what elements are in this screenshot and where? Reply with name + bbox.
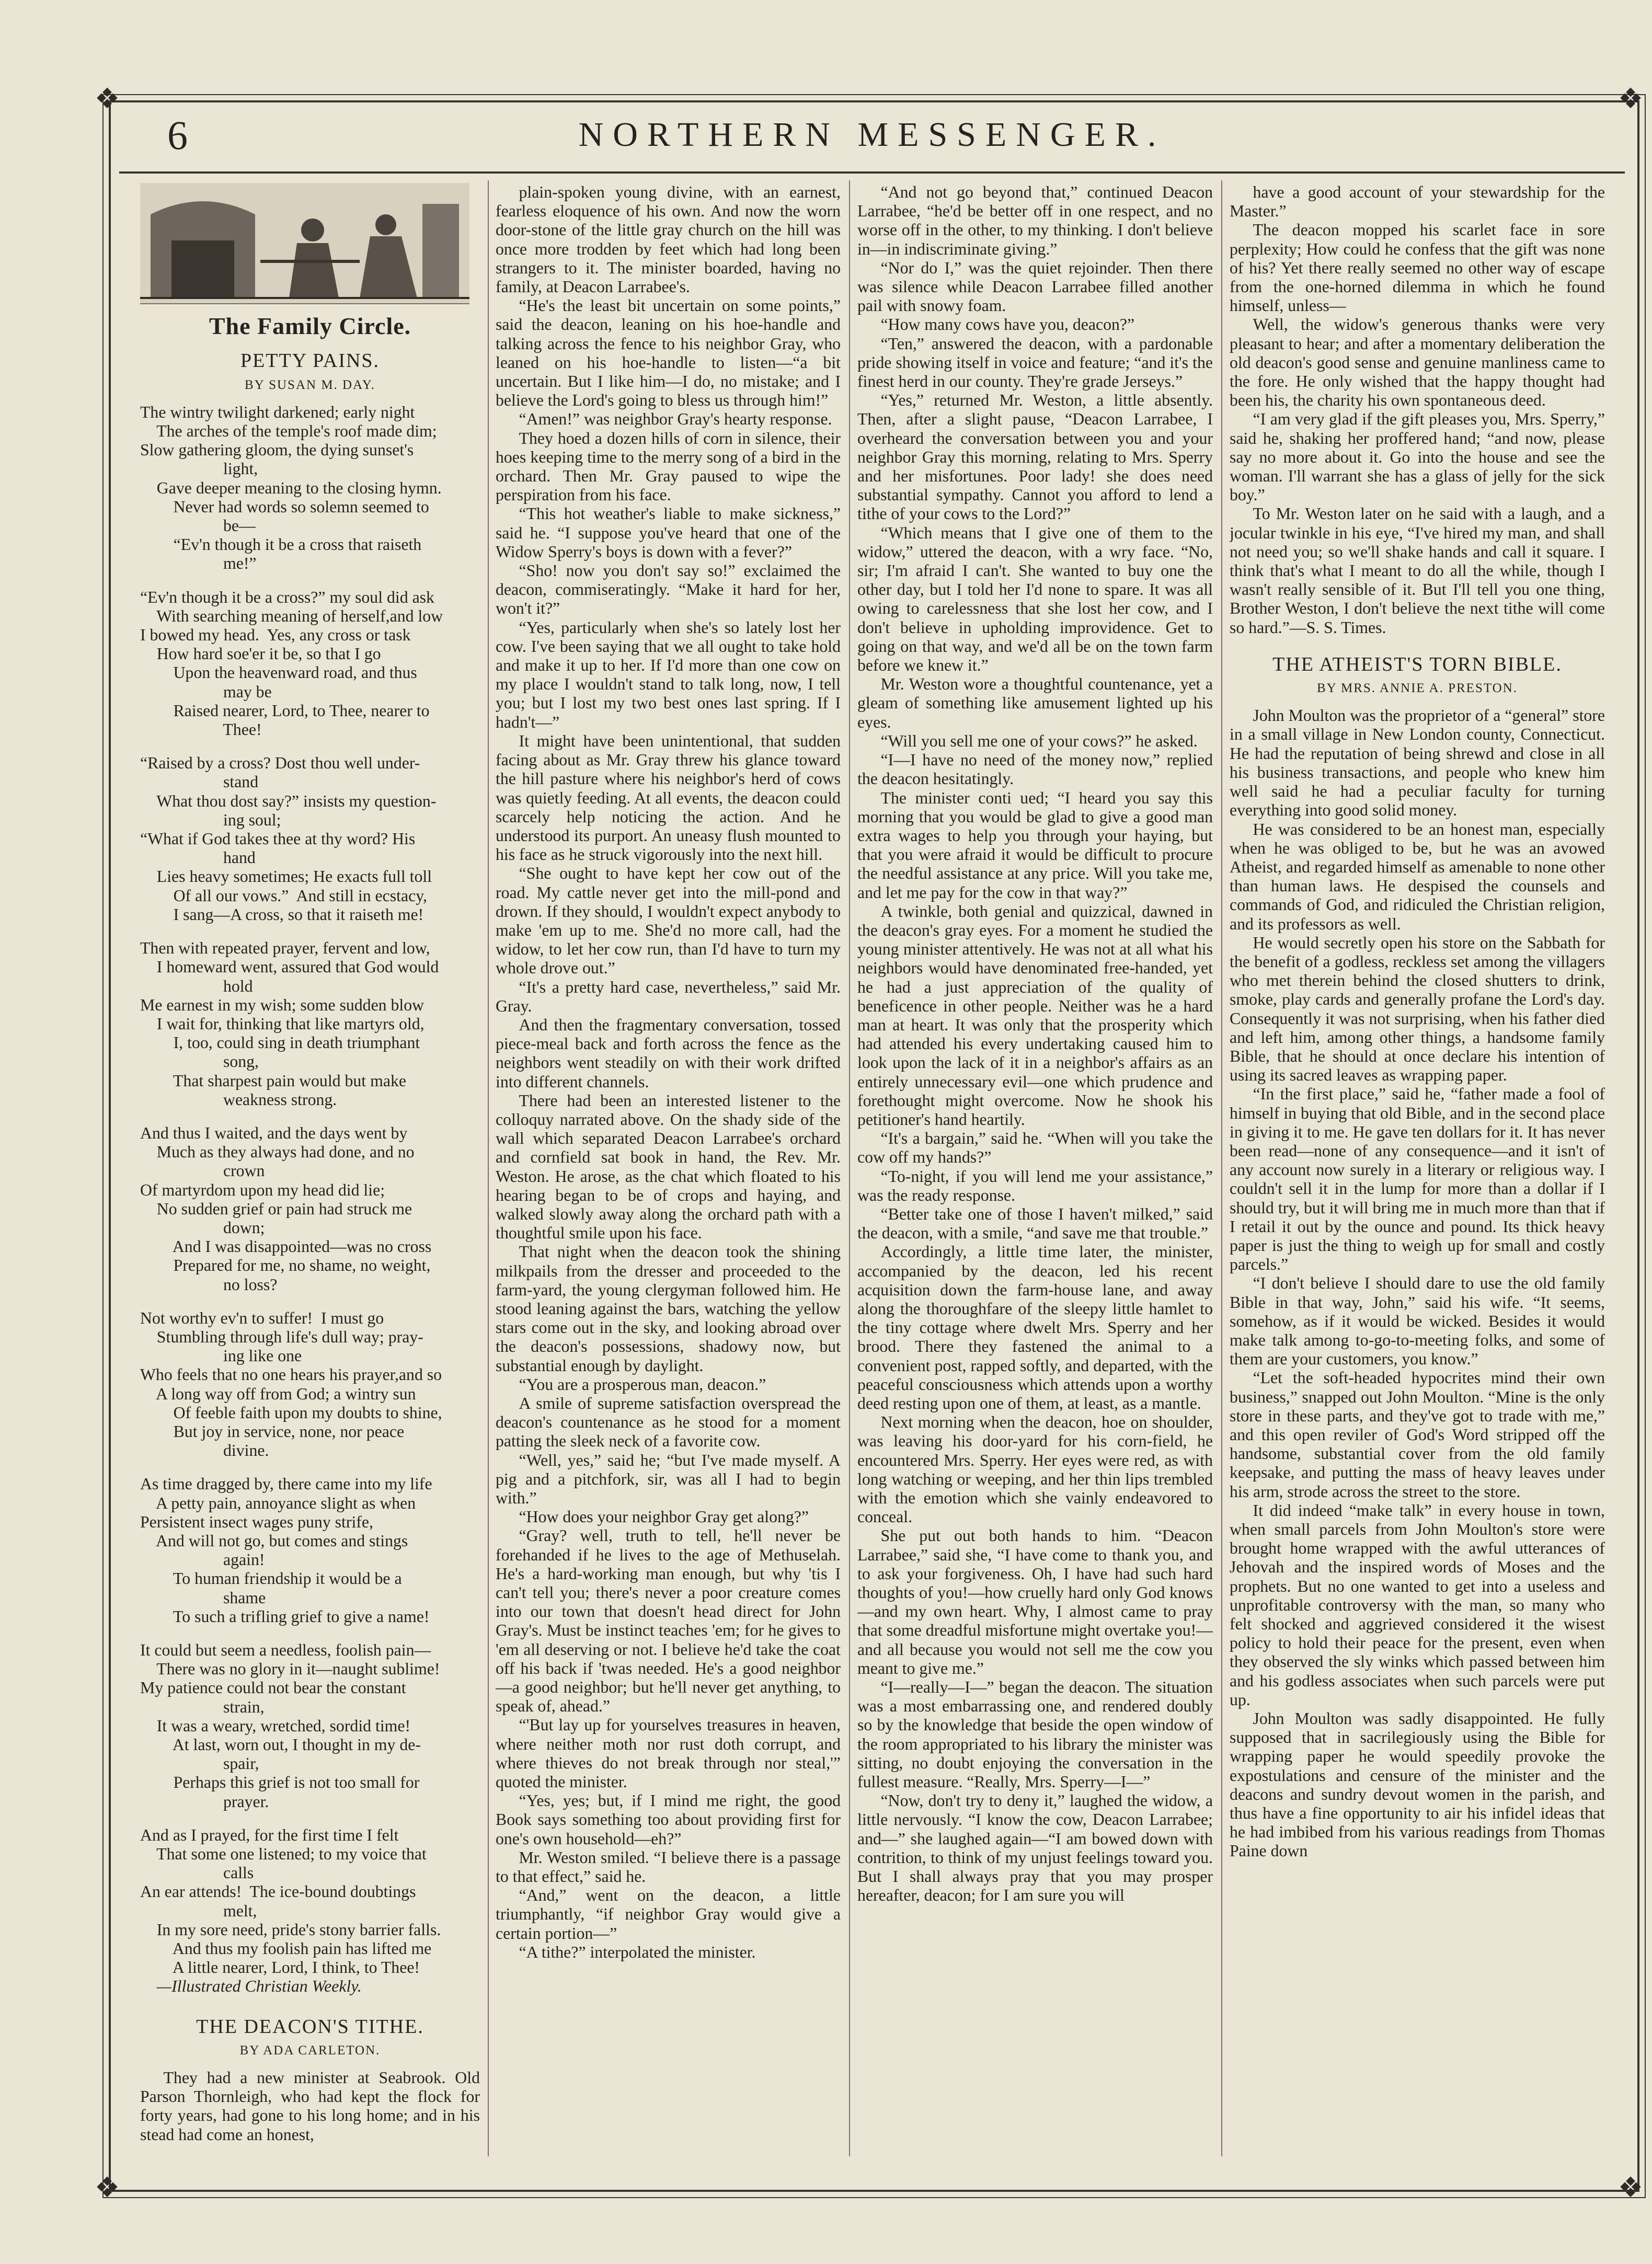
poem-line: I homeward went, assured that God would — [140, 958, 439, 976]
poem-line: “Raised by a cross? Dost thou well under- — [140, 754, 420, 773]
article-byline: BY MRS. ANNIE A. PRESTON. — [1316, 681, 1518, 696]
poem-line: Raised nearer, Lord, to Thee, nearer to — [140, 701, 430, 720]
paragraph: “It's a pretty hard case, nevertheless,” said Mr. Gray. — [496, 978, 841, 1015]
paragraph: John Moulton was sadly disappointed. He fully supposed that in sacrilegiously using the Bible for wrapping paper he would speedily provoke the expostulations and censure of the minister and the deacons and sundry devout women in the parish, and thus have a fine opportunity to air his infidel ideas that he had imbibed from his various readings from Thomas Paine down — [1230, 1709, 1605, 1860]
poem-line: song, — [140, 1052, 259, 1071]
column-rule — [1221, 180, 1222, 2156]
paragraph: “Which means that I give one of them to the widow,” uttered the deacon, with a wry face. “No, sir; I'm afraid I can't. She wanted to buy one the other day, but I told her I'd none to spare. It was all owing to carelessness that she lost her cow, and I don't believe in upholding improvidence. Get to going on that way, and we'd all be on the town farm before we knew it.” — [857, 523, 1213, 675]
poem-line: Prepared for me, no shame, no weight, — [140, 1256, 431, 1275]
paragraph: “I—I have no need of the money now,” replied the deacon hesitatingly. — [857, 751, 1213, 788]
stanza-break — [140, 1109, 480, 1124]
column-rule — [488, 180, 489, 2156]
poem-line: calls — [140, 1864, 254, 1882]
poem-line: Of all our vows.” And still in ecstacy, — [140, 886, 427, 905]
stanza-break — [140, 739, 480, 754]
story-byline: BY ADA CARLETON. — [239, 2043, 381, 2058]
paragraph: “In the first place,” said he, “father made a fool of himself in buying that old Bible, and in the second place in giving it to me. He gave ten dollars for it. It has never been read—none of any consequence—and it isn't of any account now surely in a literary or religious way. I couldn't sell it in the lump for more than a dollar if I should try, but it will bring me in much more than that if I retail it out by the ounce and pound. Its thick heavy paper is just the thing to weigh up for small and costly parcels.” — [1230, 1085, 1605, 1274]
paragraph: “Yes, particularly when she's so lately lost her cow. I've been saying that we all ought to take hold and make it up to her. If I'd more than one cow on my place I wouldn't stand to talk long, now, I tell you; but I lost my two best ones last spring. If I hadn't—” — [496, 618, 841, 731]
poem-line: be— — [140, 516, 256, 535]
column-rule — [849, 180, 850, 2156]
poem-line: That sharpest pain would but make — [140, 1071, 406, 1090]
paragraph: “I—really—I—” began the deacon. The situation was a most embarrassing one, and rendered doubly so by the knowledge that beside the open window of the room appropriated to his library the minister was sitting, no doubt enjoying the conversation in the fullest measure. “Really, Mrs. Sperry—I—” — [857, 1678, 1213, 1791]
paragraph: That night when the deacon took the shining milkpails from the dresser and proceeded to the farm-yard, the young clergyman followed him. He stood leaning against the bars, watching the yellow stars come out in the sky, and looking abroad over the deacon's possessions, shadowy now, but substantial enough by daylight. — [496, 1243, 841, 1375]
paragraph: The minister conti ued; “I heard you say this morning that you would be glad to give a good man extra wages to help you through your haying, but that you were afraid it would be difficult to procure the needful assistance at any price. Will you take me, and let me pay for the cow in that way?” — [857, 788, 1213, 902]
poem-line: Of feeble faith upon my doubts to shine, — [140, 1403, 442, 1422]
poem-line: Of martyrdom upon my head did lie; — [140, 1180, 385, 1199]
paragraph: “Will you sell me one of your cows?” he asked. — [880, 731, 1198, 750]
stanza-break — [140, 573, 480, 588]
column-3 — [857, 183, 1213, 2154]
column-1 — [140, 183, 480, 2154]
paragraph: “I am very glad if the gift pleases you, Mrs. Sperry,” said he, shaking her proffered hand; “and now, please say no more about it. Go into the house and see the woman. I'll warrant she has a glass of jelly for the sick boy.” — [1230, 410, 1605, 504]
article-title: THE ATHEIST'S TORN BIBLE. — [1272, 653, 1562, 675]
poem-line: Much as they always had done, and no — [140, 1143, 415, 1162]
poem-line: To such a trifling grief to give a name! — [140, 1607, 430, 1626]
story-text — [1230, 183, 1605, 637]
poem-line: Not worthy ev'n to suffer! I must go — [140, 1308, 384, 1327]
paragraph: “Let the soft-headed hypocrites mind their own business,” snapped out John Moulton. “Mine is the only store in these parts, and they've got to trade with me,” and this open reviler of God's Word stripped off the handsome, substantial cover from the old family keepsake, and putting the mass of heavy leaves under his arm, strode across the street to the store. — [1230, 1369, 1605, 1501]
poem-line: It could but seem a needless, foolish pain— — [140, 1641, 431, 1659]
poem-line: Thee! — [140, 720, 262, 739]
poem-line: prayer. — [140, 1792, 269, 1811]
poem-line: light, — [140, 459, 258, 478]
paragraph: “Ten,” answered the deacon, with a pardonable pride showing itself in voice and feature; “and it's the finest herd in our county. They're grade Jerseys.” — [857, 334, 1213, 391]
poem-line: I, too, could sing in death triumphant — [140, 1033, 420, 1052]
poem-line: A petty pain, annoyance slight as when — [140, 1493, 416, 1512]
poem-line: I bowed my head. Yes, any cross or task — [140, 626, 411, 645]
poem-line: And I was disappointed—was no cross — [140, 1237, 432, 1256]
paragraph: “He's the least bit uncertain on some points,” said the deacon, leaning on his hoe-handle and talking across the fence to his neighbor Gray, who leaned on his hoe-handle to listen—“a bit uncertain. But I like him—I do, no mistake; and I believe the Lord's going to bless us through him!” — [496, 296, 841, 410]
paragraph: “And,” went on the deacon, a little triumphantly, “if neighbor Gray would give a certain portion—” — [496, 1886, 841, 1943]
stanza-break — [140, 1811, 480, 1826]
paragraph: plain-spoken young divine, with an earnest, fearless eloquence of his own. And now the worn door-stone of the little gray church on the hill was once more trodden by feet which had long been strangers to it. The minister boarded, having no family, at Deacon Larrabee's. — [496, 183, 841, 296]
poem-line: My patience could not bear the constant — [140, 1679, 406, 1697]
poem-line: down; — [140, 1218, 265, 1237]
paragraph: It might have been unintentional, that sudden facing about as Mr. Gray threw his glance toward the hill pasture where his neighbor's herd of cows was quietly feeding. At all events, the deacon could scarcely help noticing the action. And he understood its purport. An uneasy flush mounted to his face as he struck vigorously into the next hill. — [496, 731, 841, 864]
poem-credit: —Illustrated Christian Weekly. — [156, 1977, 362, 1996]
paragraph: “A tithe?” interpolated the minister. — [519, 1943, 756, 1961]
poem-line: And thus I waited, and the days went by — [140, 1123, 408, 1142]
poem-line: ing like one — [140, 1347, 302, 1365]
paragraph: “She ought to have kept her cow out of the road. My cattle never get into the mill-pond and drown. If they should, I wouldn't expect anybody to make 'em up to me. She'd no more call, had the widow, to let her cow run, than I'd have to turn my whole drove out.” — [496, 864, 841, 978]
poem-line: At last, worn out, I thought in my de- — [140, 1736, 421, 1754]
paragraph: Mr. Weston smiled. “I believe there is a passage to that effect,” said he. — [496, 1848, 841, 1886]
paragraph: She put out both hands to him. “Deacon Larrabee,” said she, “I have come to thank you, and to ask your forgiveness. Oh, I have had such hard thoughts of you!—how cruelly hard only God knows—and my own heart. Why, I almost came to pray that some dreadful misfortune might overtake you!—and all because you would not sell me the cow you meant to give me.” — [857, 1526, 1213, 1677]
poem-line: melt, — [140, 1901, 257, 1920]
paragraph: have a good account of your stewardship for the Master.” — [1230, 183, 1605, 221]
story-title: THE DEACON'S TITHE. — [196, 2015, 424, 2038]
poem-line: There was no glory in it—naught sublime! — [140, 1660, 440, 1679]
poem-line: stand — [140, 773, 259, 791]
poem-line: The wintry twilight darkened; early night — [140, 403, 415, 421]
poem-line: Persistent insect wages puny strife, — [140, 1512, 373, 1531]
stanza-break — [140, 1460, 480, 1475]
paragraph: A twinkle, both genial and quizzical, dawned in the deacon's gray eyes. For a moment he studied the young minister attentively. He was not at all what his neighbors would have denominated free-handed, yet he had a just appreciation of the quality of beneficence in other people. Neither was he a hard man at heart. It was only that the prosperity which had attended his every undertaking caused him to look upon the lack of it in a neighbor's affairs as an entirely unnecessary evil—one which prudence and forethought might overcome. Now he shook his petitioner's hand heartily. — [857, 902, 1213, 1129]
paragraph: The deacon mopped his scarlet face in sore perplexity; How could he confess that the gift was none of his? Yet there really seemed no other way of escape from the one-horned dilemma in which he found himself, unless— — [1230, 221, 1605, 315]
poem-line: No sudden grief or pain had struck me — [140, 1199, 412, 1218]
poem-line: Upon the heavenward road, and thus — [140, 663, 417, 682]
paragraph: A smile of supreme satisfaction overspread the deacon's countenance as he stood for a moment patting the sleek neck of a favorite cow. — [496, 1394, 841, 1451]
section-title: The Family Circle. — [209, 313, 411, 340]
paragraph: “Sho! now you don't say so!” exclaimed the deacon, commiseratingly. “Make it hard for her, won't it?” — [496, 561, 841, 618]
poem-line: may be — [140, 682, 272, 701]
paragraph: “Yes, yes; but, if I mind me right, the good Book says something too about providing first for one's own household—eh?” — [496, 1791, 841, 1848]
corner-ornament-icon: ❖ — [94, 83, 120, 114]
paragraph: There had been an interested listener to the colloquy narrated above. On the shady side of the wall which separated Deacon Larrabee's orchard and cornfield sat book in hand, the Rev. Mr. Weston. He arose, as the chat which floated to his hearing began to be of crops and haying, and walked slowly away along the orchard path with a thoughtful smile upon his face. — [496, 1091, 841, 1243]
stanza-break — [140, 1626, 480, 1641]
paragraph: Well, the widow's generous thanks were very pleasant to hear; and after a momentary deliberation the old deacon's good sense and genuine manliness came to the fore. He only wished that the happy thought had been his, the charity his own spontaneous deed. — [1230, 315, 1605, 410]
paragraph: “You are a prosperous man, deacon.” — [519, 1375, 766, 1394]
poem-line: hold — [140, 976, 253, 995]
poem-line: A little nearer, Lord, I think, to Thee! — [140, 1958, 420, 1977]
paragraph: “This hot weather's liable to make sickness,” said he. “I suppose you've heard that one of the Widow Sperry's boys is down with a fever?” — [496, 504, 841, 561]
poem-line: With searching meaning of herself,and low — [140, 606, 443, 625]
poem-line: hand — [140, 848, 256, 867]
poem-line: In my sore need, pride's stony barrier falls. — [140, 1920, 441, 1939]
poem-line: “Ev'n though it be a cross?” my soul did ask — [140, 588, 434, 606]
poem-line: How hard soe'er it be, so that I go — [140, 645, 381, 663]
stanza-break — [140, 924, 480, 939]
poem-line: Gave deeper meaning to the closing hymn. — [140, 478, 442, 497]
paragraph: “How does your neighbor Gray get along?” — [519, 1508, 809, 1526]
poem-line: Perhaps this grief is not too small for — [140, 1773, 420, 1792]
poem-line: Lies heavy sometimes; He exacts full toll — [140, 867, 432, 886]
paragraph: “How many cows have you, deacon?” — [880, 315, 1135, 334]
poem-line: “What if God takes thee at thy word? His — [140, 830, 416, 848]
paragraph: “It's a bargain,” said he. “When will you take the cow off my hands?” — [857, 1129, 1213, 1167]
paragraph: To Mr. Weston later on he said with a laugh, and a jocular twinkle in his eye, “I've hired my man, and shall not need you; so we'll shake hands and call it square. I think that's what I meant to do all the while, though I wasn't really sensible of it. But I'll tell you one thing, Brother Weston, I don't believe the next tithe will come so hard.”—S. S. Times. — [1230, 504, 1605, 637]
stanza-break — [140, 1294, 480, 1309]
paragraph: John Moulton was the proprietor of a “general” store in a small village in New London county, Connecticut. He had the reputation of being shrewd and close in all his business transactions, and people who knew him well said he had a peculiar faculty for turning everything into good solid money. — [1230, 706, 1605, 820]
poem-line: And as I prayed, for the first time I felt — [140, 1825, 399, 1844]
poem-line: An ear attends! The ice-bound doubtings — [140, 1882, 416, 1901]
poem-line: As time dragged by, there came into my life — [140, 1475, 432, 1493]
poem-line: shame — [140, 1588, 266, 1607]
poem-body — [140, 403, 480, 1978]
paragraph: It did indeed “make talk” in every house in town, when small parcels from John Moulton's store were brought home wrapped with the awful utterances of Jehovah and the inspired words of Moses and the prophets. But no one wanted to get into a useless and unprofitable controversy with the man, so many who felt shocked and aggrieved considered it the wisest policy to hold their peace for the present, even when they observed the sly winks which passed between him and his godless associates when such parcels were put up. — [1230, 1501, 1605, 1709]
poem-line: “Ev'n though it be a cross that raiseth — [140, 535, 422, 554]
poem-line: And will not go, but comes and stings — [140, 1531, 408, 1550]
paragraph: They had a new minister at Seabrook. Old Parson Thornleigh, who had kept the flock for forty years, had gone to his long home; and in his stead had come an honest, — [140, 2068, 480, 2144]
corner-ornament-icon: ❖ — [1617, 2172, 1644, 2203]
paragraph: “And not go beyond that,” continued Deacon Larrabee, “he'd be better off in one respect, and no worse off in the other, to my thinking. I don't believe in—in indiscriminate giving.” — [857, 183, 1213, 258]
poem-line: Never had words so solemn seemed to — [140, 497, 429, 516]
poem-line: To human friendship it would be a — [140, 1569, 402, 1588]
poem-line: And thus my foolish pain has lifted me — [140, 1939, 432, 1958]
poem-line: A long way off from God; a wintry sun — [140, 1384, 416, 1403]
column-2 — [496, 183, 841, 2154]
paragraph: He would secretly open his store on the Sabbath for the benefit of a godless, reckless set among the villagers who met therein behind the closed shutters to drink, smoke, play cards and generally profane the Lord's day. Consequently it was not surprising, when his father died and left him, among other things, a handsome family Bible, that he should at once declare his intention of using its sacred leaves as wrapping paper. — [1230, 933, 1605, 1085]
paragraph: “I don't believe I should dare to use the old family Bible in that way, John,” said his wife. “It seems, somehow, as if it would be wicked. Besides it would make talk among to-go-to-meeting folks, and some of them are your customers, you know.” — [1230, 1274, 1605, 1369]
page-number: 6 — [167, 112, 188, 158]
paragraph: “Yes,” returned Mr. Weston, a little absently. Then, after a slight pause, “Deacon Larrabee, I overheard the conversation between you and your neighbor Gray this morning, relating to Mrs. Sperry and her misfortunes. Poor lady! she does need substantial sympathy. Cannot you afford to lend a tithe of your cows to the Lord?” — [857, 391, 1213, 523]
paragraph: “Better take one of those I haven't milked,” said the deacon, with a smile, “and save me that trouble.” — [857, 1204, 1213, 1243]
poem-line: Then with repeated prayer, fervent and low, — [140, 939, 430, 958]
poem-line: Slow gathering gloom, the dying sunset's — [140, 441, 414, 459]
paragraph: “'But lay up for yourselves treasures in heaven, where neither moth nor rust doth corrupt, and where thieves do not break through nor steal,'” quoted the minister. — [496, 1716, 841, 1791]
paragraph: And then the fragmentary conversation, tossed piece-meal back and forth across the fence as the neighbors went steadily on with their work drifted into different channels. — [496, 1015, 841, 1091]
paragraph: “Gray? well, truth to tell, he'll never be forehanded if he lives to the age of Methuselah. He's a hard-working man enough, but why 'tis I can't tell you; there's never a poor creature comes into our town that doesn't head direct for John Gray's. Must be instinct teaches 'em; for he gives to 'em all deserving or not. I believe he'd take the coat off his back if 'twas needed. He's a good neighbor—a good neighbor; but he'll never get anything, to speak of, ahead.” — [496, 1526, 841, 1716]
poem-line: But joy in service, none, nor peace — [140, 1422, 405, 1441]
newspaper-title: NORTHERN MESSENGER. — [578, 116, 1166, 154]
poem-line: It was a weary, wretched, sordid time! — [140, 1716, 411, 1735]
story-text — [140, 2068, 480, 2144]
poem-line: Who feels that no one hears his prayer,and so — [140, 1365, 442, 1384]
poem-title: PETTY PAINS. — [240, 350, 380, 372]
poem-line: no loss? — [140, 1275, 278, 1294]
family-circle-engraving — [140, 183, 469, 304]
paragraph: Mr. Weston wore a thoughtful countenance, yet a gleam of something like amusement lighted up his eyes. — [857, 675, 1213, 731]
poem-line: weakness strong. — [140, 1090, 337, 1109]
corner-ornament-icon: ❖ — [1617, 83, 1644, 114]
poem-line: I sang—A cross, so that it raiseth me! — [140, 905, 424, 924]
paragraph: Accordingly, a little time later, the minister, accompanied by the deacon, led his recent acquisition down the farm-house lane, and away along the thoroughfare of the sleepy little hamlet to the tiny cottage where dwelt Mrs. Sperry and her brood. There they fastened the animal to a convenient post, rapped softly, and departed, with the peaceful consciousness which attends upon a worthy deed resting upon one of them, at least, as a mantle. — [857, 1243, 1213, 1412]
poem-byline: BY SUSAN M. DAY. — [245, 377, 375, 392]
poem-line: crown — [140, 1162, 265, 1180]
poem-line: me!” — [140, 554, 257, 573]
paragraph: Next morning when the deacon, hoe on shoulder, was leaving his door-yard for his corn-field, he encountered Mrs. Sperry. Her eyes were red, as with long watching or weeping, and her thin lips trembled with the emotion which she vainly endeavored to conceal. — [857, 1413, 1213, 1526]
paragraph: “Amen!” was neighbor Gray's hearty response. — [519, 410, 832, 429]
poem-line: Stumbling through life's dull way; pray- — [140, 1327, 423, 1346]
corner-ornament-icon: ❖ — [94, 2172, 120, 2203]
poem-line: I wait for, thinking that like martyrs old, — [140, 1014, 425, 1033]
paragraph: He was considered to be an honest man, especially when he was obliged to be, but he was an avowed Atheist, and regarded himself as amenable to none other than human laws. He despised the counsels and commands of God, and ridiculed the Christian religion, and its professors as well. — [1230, 820, 1605, 933]
poem-line: Me earnest in my wish; some sudden blow — [140, 995, 425, 1014]
paragraph: They hoed a dozen hills of corn in silence, their hoes keeping time to the merry song of a bird in the orchard. Then Mr. Gray paused to wipe the perspiration from his face. — [496, 429, 841, 504]
poem-line: spair, — [140, 1754, 259, 1773]
poem-line: strain, — [140, 1697, 265, 1716]
poem-line: The arches of the temple's roof made dim; — [140, 422, 437, 441]
masthead — [119, 109, 1625, 174]
paragraph: “Well, yes,” said he; “but I've made myself. A pig and a pitchfork, sir, was all I had to begin with.” — [496, 1451, 841, 1508]
poem-line: again! — [140, 1550, 265, 1569]
poem-line: That some one listened; to my voice that — [140, 1845, 427, 1864]
poem-line: What thou dost say?” insists my question- — [140, 791, 437, 810]
column-4 — [1230, 183, 1605, 2154]
paragraph: “Now, don't try to deny it,” laughed the widow, a little nervously. “I know the cow, Deacon Larrabee; and—” she laughed again—“I am bowed down with contrition, to think of my unjust feelings toward you. But I shall always pray that you may prosper hereafter, deacon; for I am sure you will — [857, 1791, 1213, 1905]
paragraph: “Nor do I,” was the quiet rejoinder. Then there was silence while Deacon Larrabee filled another pail with snowy foam. — [857, 258, 1213, 315]
article-text — [1230, 706, 1605, 1860]
poem-line: divine. — [140, 1441, 269, 1460]
poem-line: ing soul; — [140, 810, 281, 829]
paragraph: “To-night, if you will lend me your assistance,” was the ready response. — [857, 1167, 1213, 1204]
